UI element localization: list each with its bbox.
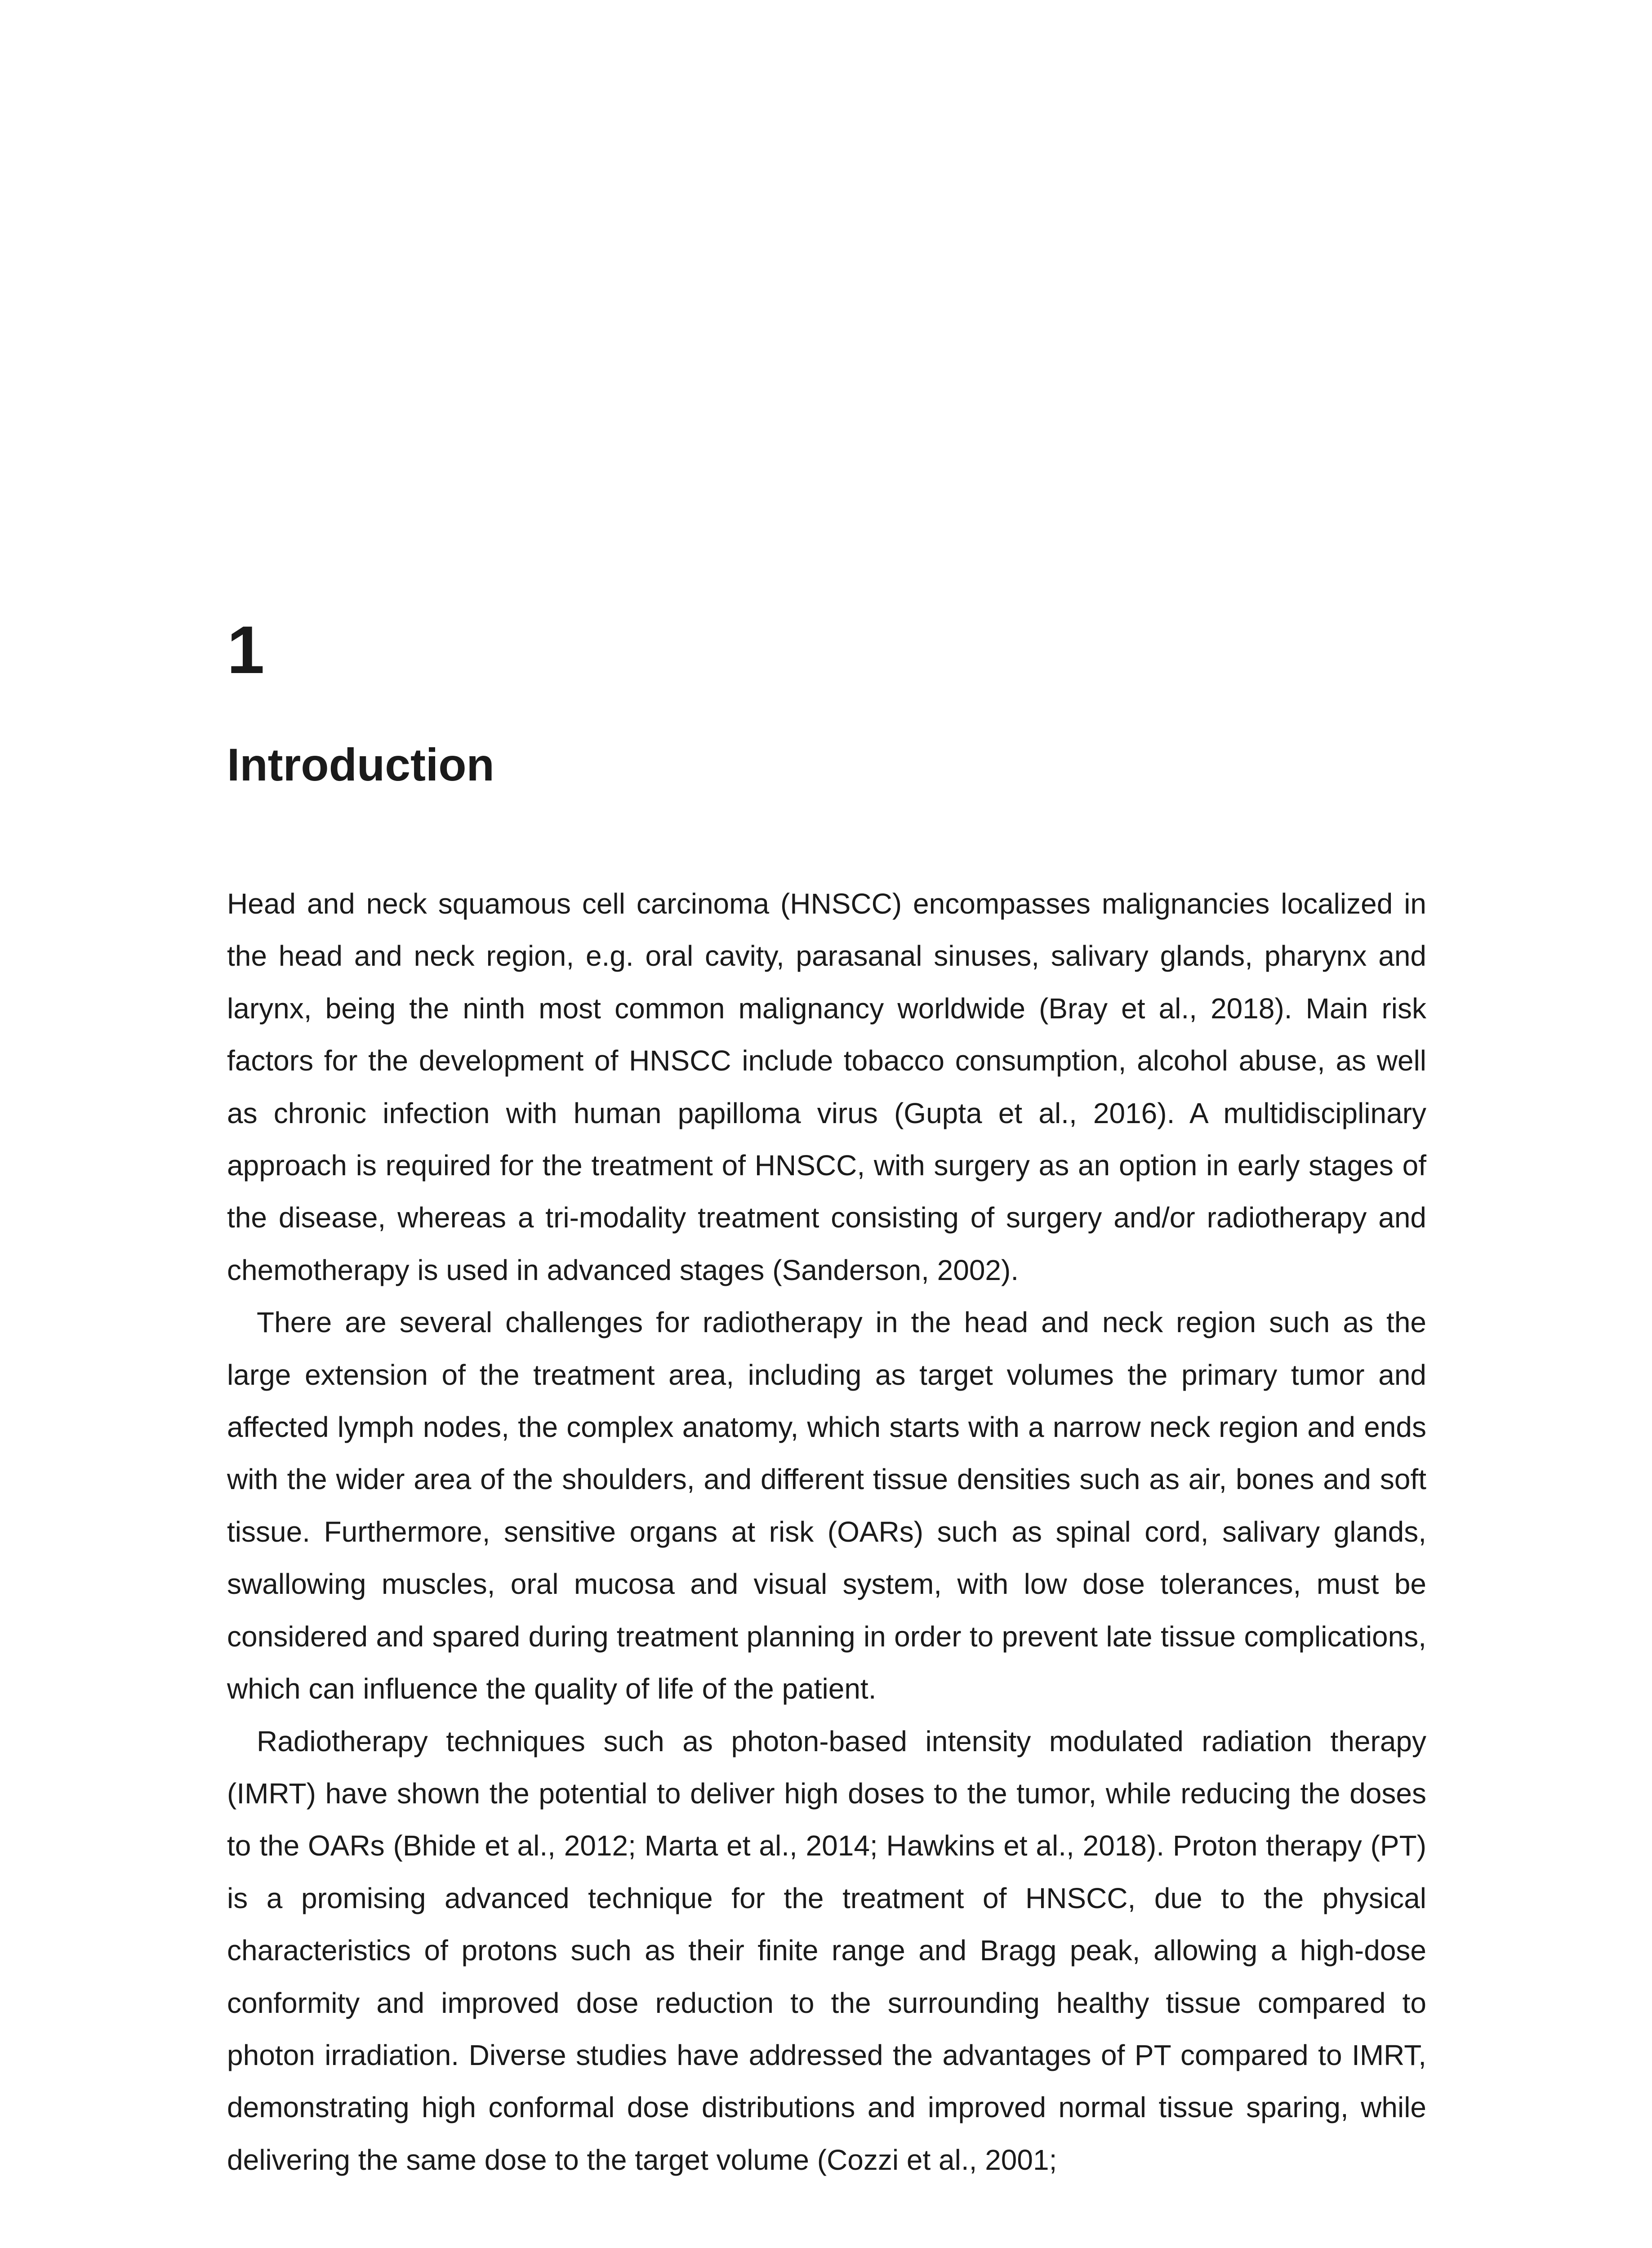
chapter-number: 1 xyxy=(227,612,265,687)
paragraph: Head and neck squamous cell carcinoma (HNSCC) encompasses malignancies localized in the head and neck region, e.g. oral cavity, parasanal sinuses, salivary glands, pharynx and larynx, being the ninth most common malignancy worldwide (Bray et al., 2018). Main risk factors for the development of HNSCC include tobacco consumption, alcohol abuse, as well as chronic infection with human papilloma virus (Gupta et al., 2016). A multidisciplinary approach is required for the treatment of HNSCC, with surgery as an option in early stages of the disease, whereas a tri-modality treatment consisting of surgery and/or radiotherapy and chemotherapy is used in advanced stages (Sanderson, 2002). xyxy=(227,888,1426,1286)
paragraph: Radiotherapy techniques such as photon-based intensity modulated radiation therapy (IMRT) have shown the potential to deliver high doses to the tumor, while reducing the doses to the OARs (Bhide et al., 2012; Marta et al., 2014; Hawkins et al., 2018). Proton therapy (PT) is a promising advanced technique for the treatment of HNSCC, due to the physical characteristics of protons such as their finite range and Bragg peak, allowing a high-dose conformity and improved dose reduction to the surrounding healthy tissue compared to photon irradiation. Diverse studies have addressed the advantages of PT compared to IMRT, demonstrating high conformal dose distributions and improved normal tissue sparing, while delivering the same dose to the target volume (Cozzi et al., 2001; xyxy=(227,1725,1426,2176)
body-text xyxy=(227,878,1426,2186)
paragraph: There are several challenges for radiotherapy in the head and neck region such as the large extension of the treatment area, including as target volumes the primary tumor and affected lymph nodes, the complex anatomy, which starts with a narrow neck region and ends with the wider area of the shoulders, and different tissue densities such as air, bones and soft tissue. Furthermore, sensitive organs at risk (OARs) such as spinal cord, salivary glands, swallowing muscles, oral mucosa and visual system, with low dose tolerances, must be considered and spared during treatment planning in order to prevent late tissue complications, which can influence the quality of life of the patient. xyxy=(227,1306,1426,1705)
chapter-title: Introduction xyxy=(227,739,494,790)
